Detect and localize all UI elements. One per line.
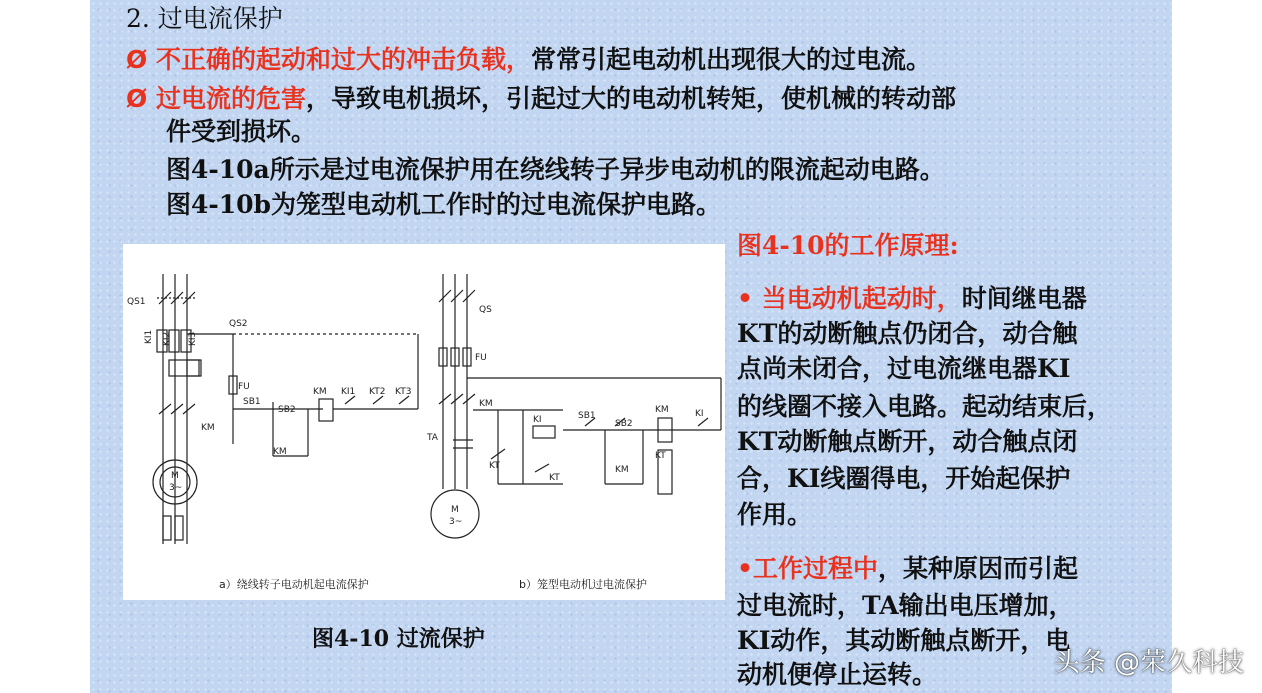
principle-b1-l2: KT的动断触点仍闭合，动合触: [737, 319, 1078, 348]
principle-b2-l3: KI动作，其动断触点断开，电: [737, 626, 1071, 655]
label-fu: FU: [238, 382, 250, 392]
caption-a: a）绕线转子电动机起电流保护: [219, 578, 369, 591]
label-sb1: SB1: [243, 397, 261, 407]
principle-b1-l5: KT动断触点断开，动合触点闭: [737, 427, 1078, 456]
p2-text: ，导致电机损坏，引起过大的电动机转矩，使机械的转动部: [306, 84, 957, 113]
label-km-a: KM: [273, 447, 287, 457]
b1-highlight: 当电动机起动时，: [761, 284, 962, 313]
principle-title-text: 图4-10的工作原理:: [737, 231, 959, 260]
label-kt-b2: KT: [549, 473, 560, 483]
bullet-dot-icon: •: [737, 554, 753, 583]
paragraph-1: [126, 45, 931, 75]
bullet-icon: Ø: [126, 45, 148, 74]
circuit-b: [431, 274, 721, 538]
label-motor-sub-a: 3~: [169, 483, 183, 493]
circuit-figure: [123, 244, 725, 600]
circuit-diagram: [123, 244, 725, 600]
label-qs2: QS2: [229, 319, 248, 329]
p1-text: 常常引起电动机出现很大的过电流。: [531, 45, 932, 74]
label-ki2: KI2: [162, 331, 172, 346]
label-km-b: KM: [655, 405, 669, 415]
bullet-dot-icon: •: [737, 284, 753, 313]
p2-highlight: 过电流的危害: [155, 84, 306, 113]
label-ki3: KI3: [188, 331, 198, 346]
principle-b1-l7: 作用。: [737, 500, 813, 529]
label-motor-sub-b: 3~: [449, 517, 463, 527]
label-km: KM: [313, 387, 327, 397]
figure-caption: 图4-10 过流保护: [312, 626, 485, 652]
label-sb2-b: SB2: [615, 419, 633, 429]
principle-title: [737, 227, 959, 264]
label-sb1-b: SB1: [578, 411, 596, 421]
principle-b2-l4: 动机便停止运转。: [737, 660, 938, 689]
principle-b1-l6: 合，KI线圈得电，开始起保护: [737, 464, 1071, 493]
label-kt-b1: KT: [489, 461, 500, 471]
heading-text: 2. 过电流保护: [126, 4, 283, 33]
label-kt-b3: KT: [655, 451, 666, 461]
paragraph-2-cont: [166, 117, 316, 147]
label-kt2: KT2: [369, 387, 386, 397]
paragraph-4: [166, 190, 721, 220]
label-qs: QS: [479, 305, 492, 315]
b2-highlight: 工作过程中: [752, 554, 878, 583]
principle-b2-l1: [737, 550, 1078, 587]
p2-text-cont: 件受到损坏。: [166, 117, 317, 146]
label-sb2: SB2: [278, 405, 296, 415]
principle-b1-l1: [737, 280, 1087, 317]
label-ki: KI: [533, 415, 542, 425]
caption-b: b）笼型电动机过电流保护: [519, 578, 647, 591]
paragraph-2: [126, 84, 956, 114]
bullet-icon: Ø: [126, 84, 148, 113]
label-ta: TA: [427, 433, 438, 443]
b1-text: 时间继电器: [961, 284, 1087, 313]
label-motor-a: M: [171, 471, 179, 481]
label-kt3: KT3: [395, 387, 412, 397]
label-km-main-a: KM: [201, 423, 215, 433]
principle-b1-l3: 点尚未闭合，过电流继电器KI: [737, 354, 1071, 383]
label-ki1-contact: KI1: [341, 387, 356, 397]
label-ki-b: KI: [695, 409, 704, 419]
p4-text: 图4-10b为笼型电动机工作时的过电流保护电路。: [166, 190, 722, 219]
watermark: 头条 @荣久科技: [1053, 648, 1244, 678]
section-heading: [126, 4, 283, 34]
p1-highlight: 不正确的起动和过大的冲击负载，: [155, 45, 531, 74]
principle-b1-l4: 的线圈不接入电路。起动结束后，: [737, 392, 1113, 421]
paragraph-3: [166, 155, 945, 185]
label-km-b2: KM: [615, 465, 629, 475]
principle-b2-l2: 过电流时，TA输出电压增加，: [737, 591, 1074, 620]
label-km-main-b: KM: [479, 399, 493, 409]
label-fu-b: FU: [475, 353, 487, 363]
b2-text: ，某种原因而引起: [878, 554, 1079, 583]
label-motor-b: M: [451, 505, 459, 515]
p3-text: 图4-10a所示是过电流保护用在绕线转子异步电动机的限流起动电路。: [166, 155, 945, 184]
label-qs1: QS1: [127, 297, 146, 307]
label-ki1: KI1: [144, 329, 154, 344]
